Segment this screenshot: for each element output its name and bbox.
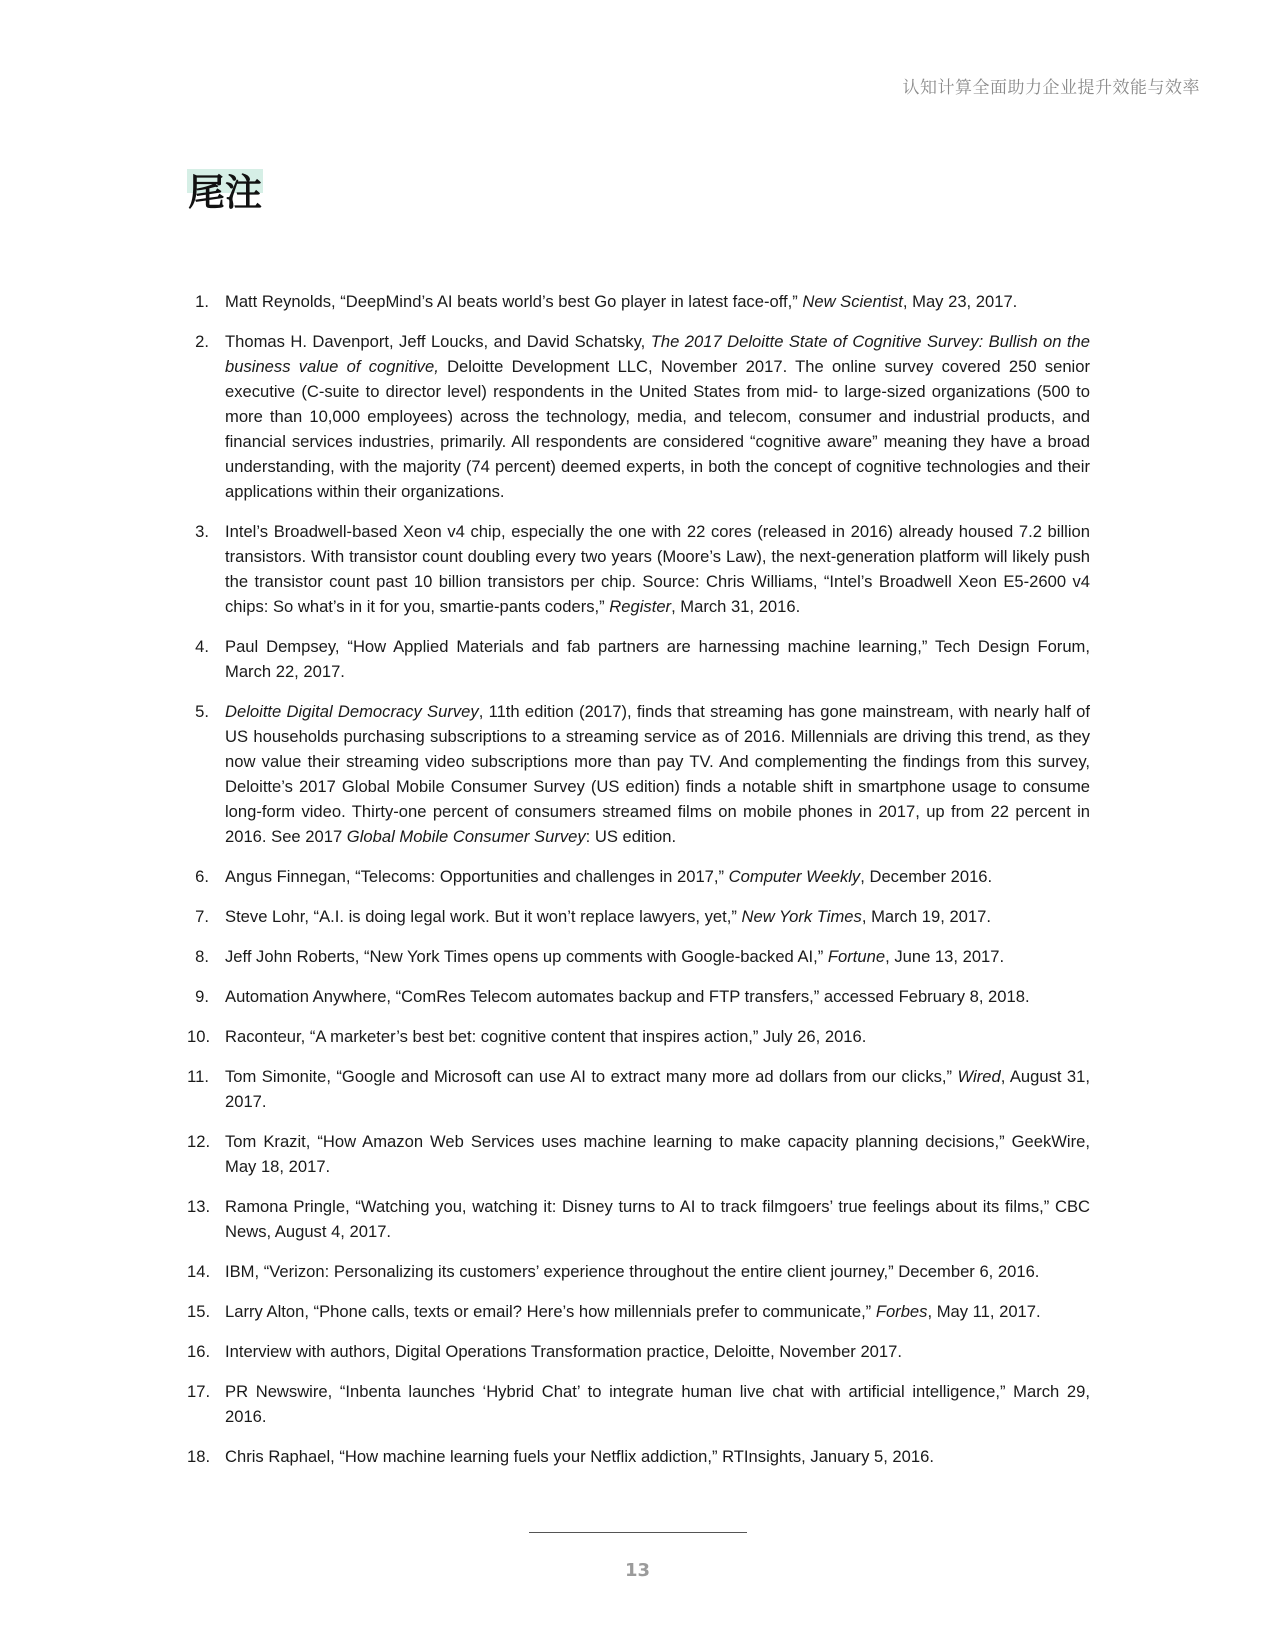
endnote-text-run: Deloitte Development LLC, November 2017. The online survey covered 250 senior executive (C-suite to director level) respondents in the United States from mid- to large-sized organizations (500 to more than 10,000 employees) across the technology, media, and telecom, consumer and industrial products, and financial services industries, primarily. All respondents are considered “cognitive aware” meaning they have a broad understanding, with the majority (74 percent) deemed experts, in both the concept of cognitive technologies and their applications within their organizations. xyxy=(225,357,1090,501)
endnote-item xyxy=(187,984,1090,1009)
endnote-item xyxy=(187,699,1090,849)
running-header: 认知计算全面助力企业提升效能与效率 xyxy=(902,78,1200,98)
endnote-text xyxy=(225,1447,934,1466)
endnote-italic-title: Deloitte Digital Democracy Survey xyxy=(225,702,479,721)
endnote-text xyxy=(225,987,1030,1006)
endnote-italic-title: The 2017 Deloitte State of Cognitive Survey: Bullish on the business value of cognitive, xyxy=(225,332,1090,376)
endnote-text-run: Larry Alton, “Phone calls, texts or email? Here’s how millennials prefer to communicate,” xyxy=(225,1302,876,1321)
endnote-text-run: , March 19, 2017. xyxy=(861,907,991,926)
endnote-item xyxy=(187,1064,1090,1114)
endnote-text xyxy=(225,522,1090,616)
endnote-number: 16. xyxy=(187,1342,211,1361)
endnote-number: 14. xyxy=(187,1262,211,1281)
endnote-text-run: : US edition. xyxy=(585,827,677,846)
endnote-text-run: Paul Dempsey, “How Applied Materials and fab partners are harnessing machine learning,” Tech Design Forum, March 22, 2017. xyxy=(225,637,1090,681)
endnote-number: 10. xyxy=(187,1027,211,1046)
endnote-item xyxy=(187,289,1090,314)
endnote-item xyxy=(187,1444,1090,1469)
endnote-number: 1. xyxy=(195,292,209,311)
endnote-item xyxy=(187,634,1090,684)
endnote-number: 6. xyxy=(195,867,209,886)
endnote-text xyxy=(225,1302,1041,1321)
endnote-text xyxy=(225,332,1090,501)
endnote-number: 18. xyxy=(187,1447,211,1466)
endnote-text xyxy=(225,292,1017,311)
endnote-text-run: Automation Anywhere, “ComRes Telecom automates backup and FTP transfers,” accessed February 8, 2018. xyxy=(225,987,1030,1006)
endnote-text-run: Chris Raphael, “How machine learning fuels your Netflix addiction,” RTInsights, January 5, 2016. xyxy=(225,1447,934,1466)
endnote-item xyxy=(187,329,1090,504)
endnote-text-run: Thomas H. Davenport, Jeff Loucks, and David Schatsky, xyxy=(225,332,651,351)
endnote-text-run: Tom Krazit, “How Amazon Web Services uses machine learning to make capacity planning decisions,” GeekWire, May 18, 2017. xyxy=(225,1132,1090,1176)
endnote-text xyxy=(225,1132,1090,1176)
endnote-text-run: , May 11, 2017. xyxy=(927,1302,1041,1321)
endnote-text-run: , August 31, 2017. xyxy=(225,1067,1090,1111)
endnote-number: 2. xyxy=(195,332,209,351)
footer-divider xyxy=(529,1532,747,1533)
endnote-text-run: Interview with authors, Digital Operations Transformation practice, Deloitte, November 2017. xyxy=(225,1342,902,1361)
endnote-text-run: , May 23, 2017. xyxy=(902,292,1018,311)
endnote-item xyxy=(187,1194,1090,1244)
endnote-text-run: IBM, “Verizon: Personalizing its customers’ experience throughout the entire client journey,” December 6, 2016. xyxy=(225,1262,1040,1281)
endnote-item xyxy=(187,1379,1090,1429)
endnote-number: 7. xyxy=(195,907,209,926)
endnote-text-run: Tom Simonite, “Google and Microsoft can use AI to extract many more ad dollars from our clicks,” xyxy=(225,1067,958,1086)
endnote-text-run: Matt Reynolds, “DeepMind’s AI beats world’s best Go player in latest face-off,” xyxy=(225,292,803,311)
endnote-item xyxy=(187,519,1090,619)
endnote-text-run: , March 31, 2016. xyxy=(671,597,801,616)
endnote-text-run: Angus Finnegan, “Telecoms: Opportunities and challenges in 2017,” xyxy=(225,867,729,886)
endnote-italic-title: Fortune xyxy=(827,947,886,966)
endnote-italic-title: New York Times xyxy=(741,907,862,926)
endnote-text xyxy=(225,1342,902,1361)
endnote-text-run: PR Newswire, “Inbenta launches ‘Hybrid Chat’ to integrate human live chat with artificial intelligence,” March 29, 2016. xyxy=(225,1382,1090,1426)
endnote-text xyxy=(225,1027,866,1046)
endnote-text-run: Steve Lohr, “A.I. is doing legal work. But it won’t replace lawyers, yet,” xyxy=(225,907,742,926)
endnote-italic-title: Computer Weekly xyxy=(728,867,861,886)
endnote-number: 17. xyxy=(187,1382,211,1401)
endnote-number: 3. xyxy=(195,522,209,541)
endnote-item xyxy=(187,904,1090,929)
endnote-number: 13. xyxy=(187,1197,211,1216)
page-title: 尾注 xyxy=(187,169,263,217)
endnote-text xyxy=(225,1067,1090,1111)
endnote-text-run: , December 2016. xyxy=(860,867,993,886)
endnote-italic-title: Forbes xyxy=(875,1302,928,1321)
endnote-text-run: Jeff John Roberts, “New York Times opens up comments with Google-backed AI,” xyxy=(225,947,828,966)
endnotes-list xyxy=(187,289,1090,1484)
endnote-text xyxy=(225,907,991,926)
endnote-item xyxy=(187,1299,1090,1324)
endnote-item xyxy=(187,1024,1090,1049)
endnote-item xyxy=(187,1339,1090,1364)
endnote-text xyxy=(225,1382,1090,1426)
endnote-number: 4. xyxy=(195,637,209,656)
endnote-text-run: Ramona Pringle, “Watching you, watching it: Disney turns to AI to track filmgoers’ true feelings about its films,” CBC News, August 4, 2017. xyxy=(225,1197,1090,1241)
endnote-number: 5. xyxy=(195,702,209,721)
endnote-item xyxy=(187,864,1090,889)
endnote-text xyxy=(225,637,1090,681)
endnote-number: 9. xyxy=(195,987,209,1006)
endnote-text-run: Intel’s Broadwell-based Xeon v4 chip, especially the one with 22 cores (released in 2016) already housed 7.2 billion transistors. With transistor count doubling every two years (Moore’s Law), the next-generation platform will likely push the transistor count past 10 billion transistors per chip. Source: Chris Williams, “Intel’s Broadwell Xeon E5-2600 v4 chips: So what’s in it for you, smartie-pants coders,” xyxy=(225,522,1090,616)
endnote-text-run: Raconteur, “A marketer’s best bet: cognitive content that inspires action,” July 26, 2016. xyxy=(225,1027,867,1046)
endnote-italic-title: New Scientist xyxy=(802,292,903,311)
endnote-number: 15. xyxy=(187,1302,211,1321)
endnote-number: 12. xyxy=(187,1132,211,1151)
endnote-italic-title: Global Mobile Consumer Survey xyxy=(346,827,586,846)
endnote-item xyxy=(187,1129,1090,1179)
page-number: 13 xyxy=(624,1560,651,1581)
endnote-italic-title: Wired xyxy=(957,1067,1001,1086)
endnote-text xyxy=(225,1197,1090,1241)
endnote-number: 8. xyxy=(195,947,209,966)
endnote-text xyxy=(225,1262,1039,1281)
endnote-text xyxy=(225,947,1004,966)
endnote-item xyxy=(187,944,1090,969)
endnote-text-run: , June 13, 2017. xyxy=(885,947,1005,966)
endnote-italic-title: Register xyxy=(609,597,672,616)
endnote-text xyxy=(225,867,992,886)
endnote-number: 11. xyxy=(187,1067,209,1086)
endnote-item xyxy=(187,1259,1090,1284)
endnote-text xyxy=(225,702,1090,846)
endnote-text-run: , 11th edition (2017), finds that streaming has gone mainstream, with nearly half of US households purchasing subscriptions to a streaming service as of 2016. Millennials are driving this trend, as they now value their streaming video subscriptions more than pay TV. And complementing the findings from this survey, Deloitte’s 2017 Global Mobile Consumer Survey (US edition) finds a notable shift in smartphone usage to consume long-form video. Thirty-one percent of consumers streamed films on mobile phones in 2017, up from 22 percent in 2016. See 2017 xyxy=(225,702,1090,846)
